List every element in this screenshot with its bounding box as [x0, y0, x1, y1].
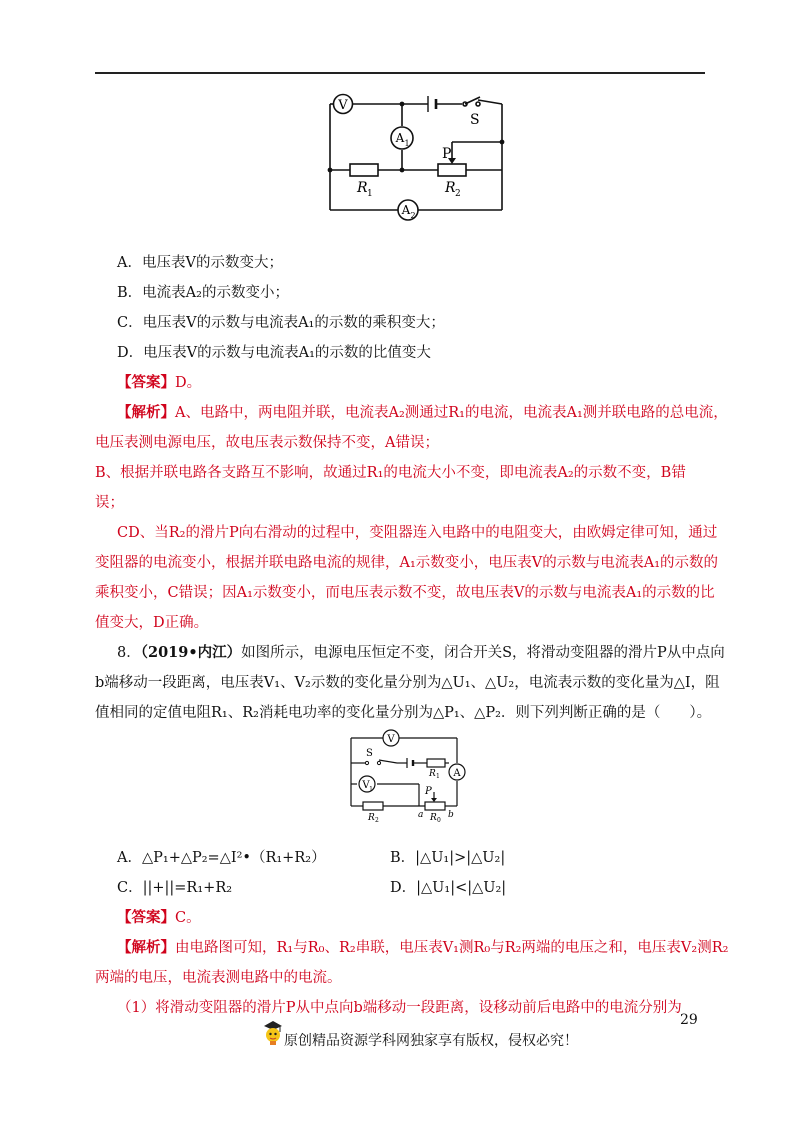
q7-analysis-8: 值变大，D正确。 — [95, 615, 209, 631]
q8-number: 8． — [117, 645, 141, 661]
q8-stem-text: 如图所示，电源电压恒定不变，闭合开关S，将滑动变阻器的滑片P从中点向 — [241, 645, 725, 661]
q7-analysis-7: 乘积变小，C错误；因A₁示数变小，而电压表示数不变，故电压表V的示数与电流表A₁的示数的比 — [95, 585, 715, 601]
r1-label-2: R — [429, 769, 436, 779]
q7-option-d: D．电压表V的示数与电流表A₁的示数的比值变大 — [117, 345, 431, 361]
switch-s-label: S — [470, 112, 480, 128]
analysis-text-2: 由电路图可知，R₁与R₀、R₂串联，电压表V₁测R₀与R₂两端的电压之和，电压表V₂测R₂ — [175, 940, 729, 956]
analysis-tag-2: 【解析】 — [117, 939, 175, 956]
meter-a2-sub: 2 — [410, 211, 416, 220]
answer-tag: 【答案】 — [117, 374, 175, 391]
circuit-diagram-2 — [345, 728, 470, 828]
analysis-text: A、电路中，两电阻并联，电流表A₂测通过R₁的电流，电流表A₁测并联电路的总电流， — [175, 405, 728, 421]
q7-analysis-6: 变阻器的电流变小，根据并联电路电流的规律，A₁示数变小，电压表V的示数与电流表A₁的示数的 — [95, 555, 719, 571]
r2-sub: 2 — [455, 189, 461, 199]
r0-sub: 0 — [437, 817, 441, 824]
q7-analysis-3: B、根据并联电路各支路互不影响，故通过R₁的电流大小不变，即电流表A₂的示数不变，B错 — [95, 465, 686, 481]
r1-sub: 1 — [367, 189, 373, 199]
r2-sub-2: 2 — [375, 817, 379, 824]
r0-label: R — [430, 813, 437, 823]
q7-analysis-2: 电压表测电源电压，故电压表示数保持不变，A错误； — [95, 435, 439, 451]
q8-answer — [117, 908, 757, 928]
q8-stem-3: 值相同的定值电阻R₁、R₂消耗电功率的变化量分别为△P₁、△P₂．则下列判断正确的是（ ）。 — [95, 705, 712, 721]
meter-v-label: V — [338, 98, 348, 113]
meter-v-label-2: V — [387, 734, 395, 745]
q8-stem-1 — [117, 643, 757, 663]
q7-analysis-5: CD、当R₂的滑片P向右滑动的过程中，变阻器连入电路中的电阻变大，由欧姆定律可知，通过 — [117, 525, 718, 541]
slider-p-label-2: P — [425, 786, 432, 797]
switch-s-label-2: S — [366, 748, 373, 759]
answer-text: D。 — [175, 375, 202, 391]
q7-option-a: A．电压表V的示数变大； — [117, 255, 283, 271]
header-rule — [95, 72, 705, 74]
r2-label-2: R — [368, 813, 375, 823]
q7-analysis-1 — [117, 403, 757, 423]
page-number: 29 — [680, 1012, 698, 1028]
copyright-footer: 原创精品资源学科网独家享有版权，侵权必究！ — [284, 1033, 578, 1049]
meter-a1-sub: 1 — [404, 139, 410, 148]
q8-source: （2019•内江） — [140, 644, 242, 661]
mascot-logo-icon — [262, 1020, 284, 1046]
meter-a2-label: A — [401, 203, 411, 217]
q8-analysis-2: 两端的电压，电流表测电路中的电流。 — [95, 970, 342, 986]
q8-option-c: C．||+||=R₁+R₂ — [117, 880, 233, 896]
analysis-tag: 【解析】 — [117, 404, 175, 421]
q8-analysis-1 — [117, 938, 757, 958]
meter-a-label: A — [453, 768, 461, 779]
meter-v1-label: V — [362, 780, 370, 791]
circuit-diagram-1 — [320, 90, 520, 225]
q7-option-c: C．电压表V的示数与电流表A₁的示数的乘积变大； — [117, 315, 445, 331]
slider-p-label: P — [442, 146, 452, 162]
answer-tag-2: 【答案】 — [117, 909, 175, 926]
meter-v1-sub: 1 — [369, 786, 373, 793]
q7-analysis-4: 误； — [95, 495, 124, 511]
q7-answer — [117, 373, 757, 393]
q8-option-d: D．|△U₁|<|△U₂| — [390, 880, 507, 896]
q8-option-a: A．△P₁+△P₂=△I²•（R₁+R₂） — [117, 850, 326, 866]
q7-option-b: B．电流表A₂的示数变小； — [117, 285, 289, 301]
terminal-b-label: b — [448, 810, 454, 820]
q8-option-b: B．|△U₁|>|△U₂| — [390, 850, 506, 866]
meter-a1-label: A — [395, 131, 405, 145]
terminal-a-label: a — [418, 810, 424, 820]
q8-stem-2: b端移动一段距离，电压表V₁、V₂示数的变化量分别为△U₁、△U₂，电流表示数的变化量为△I，阻 — [95, 675, 720, 691]
r2-label: R — [445, 180, 456, 196]
q8-analysis-3: （1）将滑动变阻器的滑片P从中点向b端移动一段距离，设移动前后电路中的电流分别为 — [117, 1000, 682, 1016]
answer-text-2: C。 — [175, 910, 201, 926]
r1-sub-2: 1 — [436, 773, 440, 780]
r1-label: R — [357, 180, 368, 196]
